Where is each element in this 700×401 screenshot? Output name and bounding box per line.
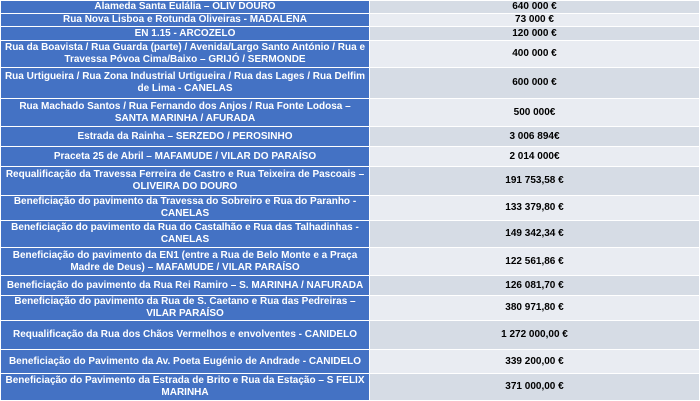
- street-cell: Requalificação da Rua dos Chãos Vermelhos e envolventes - CANIDELO: [1, 321, 370, 350]
- amount-cell: 640 000 €: [370, 1, 700, 14]
- amount-cell: 380 971,80 €: [370, 296, 700, 321]
- amount-cell: 73 000 €: [370, 14, 700, 27]
- street-cell: Beneficiação do pavimento da EN1 (entre a Rua de Belo Monte e a Praça Madre de Deus) – MAFAMUDE / VILAR PARAÍSO: [1, 248, 370, 276]
- table-row: [1, 321, 700, 350]
- amount-cell: 3 006 894€: [370, 127, 700, 147]
- amount-cell: 600 000 €: [370, 68, 700, 99]
- street-cell: Beneficiação do pavimento da Travessa do Sobreiro e Rua do Paranho - CANELAS: [1, 196, 370, 221]
- amount-cell: 149 342,34 €: [370, 221, 700, 248]
- table-row: [1, 350, 700, 374]
- street-cell: Praceta 25 de Abril – MAFAMUDE / VILAR DO PARAÍSO: [1, 147, 370, 167]
- amount-cell: 126 081,70 €: [370, 276, 700, 296]
- street-cell: EN 1.15 - ARCOZELO: [1, 27, 370, 41]
- amount-cell: 339 200,00 €: [370, 350, 700, 374]
- table-row: [1, 14, 700, 27]
- table-row: [1, 27, 700, 41]
- amount-cell: 133 379,80 €: [370, 196, 700, 221]
- amount-cell: 1 272 000,00 €: [370, 321, 700, 350]
- table-row: [1, 296, 700, 321]
- table-row: [1, 68, 700, 99]
- table-row: [1, 374, 700, 401]
- table-row: [1, 167, 700, 196]
- amount-cell: 500 000€: [370, 99, 700, 127]
- street-cell: Estrada da Rainha – SERZEDO / PEROSINHO: [1, 127, 370, 147]
- table-row: [1, 276, 700, 296]
- table-row: [1, 99, 700, 127]
- amount-cell: 371 000,00 €: [370, 374, 700, 401]
- street-cell: Rua Machado Santos / Rua Fernando dos Anjos / Rua Fonte Lodosa – SANTA MARINHA / AFURADA: [1, 99, 370, 127]
- amount-cell: 122 561,86 €: [370, 248, 700, 276]
- table-row: [1, 147, 700, 167]
- street-cell: Rua Nova Lisboa e Rotunda Oliveiras - MADALENA: [1, 14, 370, 27]
- street-cell: Beneficiação do pavimento da Rua de S. Caetano e Rua das Pedreiras – VILAR PARAÍSO: [1, 296, 370, 321]
- table-row: [1, 41, 700, 68]
- amount-cell: 400 000 €: [370, 41, 700, 68]
- amount-cell: 2 014 000€: [370, 147, 700, 167]
- street-cell: Beneficiação do Pavimento da Estrada de Brito e Rua da Estação – S FELIX MARINHA: [1, 374, 370, 401]
- table-row: [1, 1, 700, 14]
- street-cell: Beneficiação do pavimento da Rua Rei Ramiro – S. MARINHA / NAFURADA: [1, 276, 370, 296]
- street-cell: Requalificação da Travessa Ferreira de Castro e Rua Teixeira de Pascoais – OLIVEIRA DO DOURO: [1, 167, 370, 196]
- street-cell: Beneficiação do Pavimento da Av. Poeta Eugénio de Andrade - CANIDELO: [1, 350, 370, 374]
- amount-cell: 120 000 €: [370, 27, 700, 41]
- street-cell: Beneficiação do pavimento da Rua do Castalhão e Rua das Talhadinhas - CANELAS: [1, 221, 370, 248]
- table-row: [1, 196, 700, 221]
- table-row: [1, 248, 700, 276]
- table-row: [1, 127, 700, 147]
- street-cell: Rua da Boavista / Rua Guarda (parte) / Avenida/Largo Santo António / Rua e Travessa Póvoa Cima/Baixo – GRIJÓ / SERMONDE: [1, 41, 370, 68]
- amount-cell: 191 753,58 €: [370, 167, 700, 196]
- street-cell: Rua Urtigueira / Rua Zona Industrial Urtigueira / Rua das Lages / Rua Delfim de Lima - CANELAS: [1, 68, 370, 99]
- table-row: [1, 221, 700, 248]
- street-cell: Alameda Santa Eulália – OLIV DOURO: [1, 1, 370, 14]
